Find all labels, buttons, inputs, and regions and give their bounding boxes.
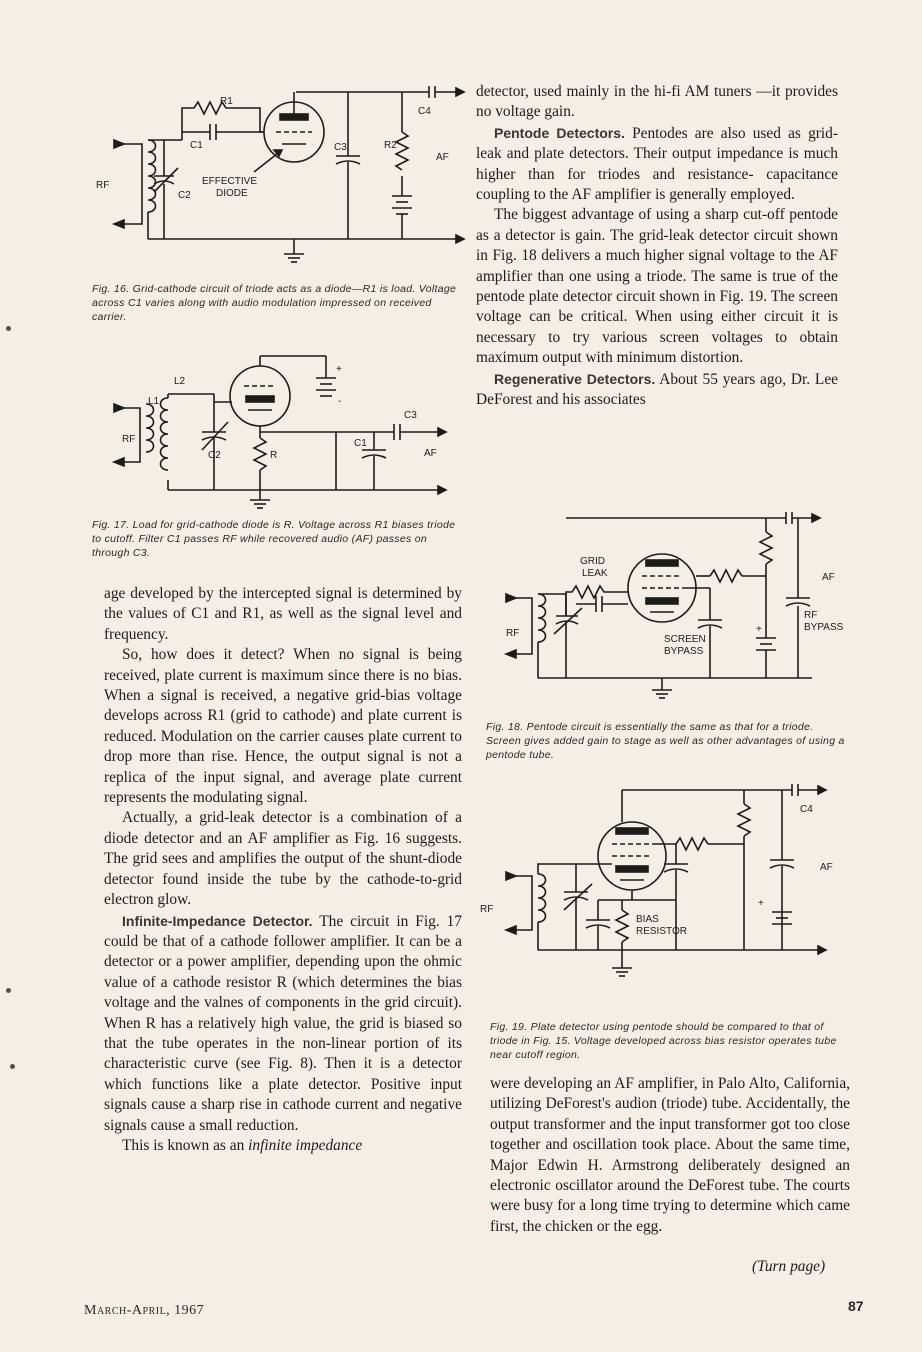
- section-heading: Infinite-Impedance Detector.: [122, 912, 313, 929]
- paragraph: The biggest advantage of using a sharp cut-off pentode as a detector is gain. The grid-leak detector circuit shown in Fig. 18 delivers a much higher signal voltage to the AF amplifier than one using a triode. The same is true of the pentode plate detector circuit shown in Fig. 19. The screen voltage can be critical. When using either circuit it is necessary to try various screen voltages to obtain maximum output with minimum distortion.: [476, 206, 838, 367]
- right-column-text-bottom: [490, 1074, 850, 1237]
- label-r1: R1: [220, 96, 233, 107]
- paragraph: were developing an AF amplifier, in Palo Alto, California, utilizing DeForest's audion (triode) tube. Accidentally, the output transformer and the input transformer got too close together and oscillation took place. About the same time, Major Edwin H. Armstrong deliberately designed an electronic oscillator around the DeForest tube. The courts were busy for a long time trying to determine which came first, the chicken or the egg.: [490, 1075, 850, 1235]
- label-rf-bypass-2: BYPASS: [804, 622, 844, 633]
- label-r2: R2: [384, 140, 397, 151]
- turn-page-note: (Turn page): [752, 1258, 826, 1275]
- margin-mark: [6, 988, 11, 993]
- label-rf: RF: [480, 904, 494, 915]
- section-heading: Pentode Detectors.: [494, 124, 625, 141]
- figure-19-caption: Fig. 19. Plate detector using pentode should be compared to that of triode in Fig. 15. Voltage developed across bias resistor operates tube near cutoff region.: [490, 1021, 837, 1061]
- label-c2: C2: [178, 190, 191, 201]
- paragraph: Pentode Detectors. Pentodes are also used as grid-leak and plate detectors. Their output impedance is much higher than for triodes and resistance- capacitance coupling to the AF amplifier is generally employed.: [476, 124, 838, 204]
- label-af: AF: [424, 448, 437, 459]
- paragraph: detector, used mainly in the hi-fi AM tuners —it provides no voltage gain.: [476, 83, 838, 121]
- paragraph: Actually, a grid-leak detector is a combination of a diode detector and an AF amplifier as Fig. 16 suggests. The grid sees and amplifies the output of the shunt-diode detector found inside the tube by the cathode-to-grid electron glow.: [104, 809, 462, 909]
- label-rf: RF: [96, 180, 110, 191]
- label-c2: C2: [208, 450, 221, 461]
- section-heading: Regenerative Detectors.: [494, 370, 656, 387]
- label-af: AF: [822, 572, 835, 583]
- margin-mark: [10, 1064, 15, 1069]
- label-bias: BIAS: [636, 914, 659, 925]
- label-screen: SCREEN: [664, 634, 706, 645]
- label-grid: GRID: [580, 556, 605, 567]
- label-rf: RF: [122, 434, 136, 445]
- figure-19: [476, 780, 846, 1000]
- label-c1: C1: [190, 140, 203, 151]
- paragraph: This is known as an infinite impedance: [122, 1136, 363, 1154]
- label-l2: L2: [174, 376, 186, 387]
- label-plus: +: [336, 364, 342, 375]
- label-diode: DIODE: [216, 188, 248, 199]
- paragraph: Regenerative Detectors. About 55 years ago, Dr. Lee DeForest and his associates: [476, 370, 838, 409]
- label-c4: C4: [800, 804, 813, 815]
- paragraph: So, how does it detect? When no signal is being received, plate current is maximum since there is no bias. When a signal is received, a negative grid-bias voltage develops across R1 (grid to cathode) and plate current is reduced. Modulation on the carrier causes plate current to drop more than rise. Hence, the output signal is not a replica of the input signal, and average plate current represents the modulating signal.: [104, 646, 462, 807]
- label-plus: +: [758, 898, 764, 909]
- figure-18: [476, 508, 846, 708]
- label-r: R: [270, 450, 278, 461]
- page-number: 87: [848, 1298, 864, 1314]
- label-minus: -: [338, 396, 342, 407]
- paragraph: Infinite-Impedance Detector. The circuit in Fig. 17 could be that of a cathode follower amplifier. It can be a detector or a power amplifier, depending upon the ohmic value of a cathode resistor R (which determines the bias voltage and the valnes of components in the grid circuit). When R has a relatively high value, the grid is biased so that the tube operates in the non-linear portion of its characteristic curve (see Fig. 8). Then it is a detector which functions like a plate detector. Positive input signals cause a sharp rise in cathode current and negative signals cause a small reduction.: [104, 912, 462, 1134]
- label-rf-bypass-1: RF: [804, 610, 818, 621]
- paragraph: age developed by the intercepted signal is determined by the values of C1 and R1, as well as the signal level and frequency.: [104, 585, 462, 643]
- label-l1: L1: [148, 396, 160, 407]
- label-rf: RF: [506, 628, 520, 639]
- label-c4: C4: [418, 106, 431, 117]
- figure-17-caption: Fig. 17. Load for grid-cathode diode is R. Voltage across R1 biases triode to cutoff. Filter C1 passes RF while recovered audio (AF) passes on through C3.: [92, 519, 456, 559]
- label-plus: +: [756, 624, 762, 635]
- label-c3: C3: [404, 410, 417, 421]
- label-leak: LEAK: [582, 568, 608, 579]
- label-c3: C3: [334, 142, 347, 153]
- figure-16-caption: Fig. 16. Grid-cathode circuit of triode acts as a diode—R1 is load. Voltage across C1 varies along with audio modulation impressed on received carrier.: [92, 283, 457, 323]
- label-bypass: BYPASS: [664, 646, 704, 657]
- label-af: AF: [820, 862, 833, 873]
- left-column-text: [104, 584, 462, 1156]
- label-c1: C1: [354, 438, 367, 449]
- right-column-text-top: [476, 82, 838, 411]
- label-resistor: RESISTOR: [636, 926, 687, 937]
- label-af: AF: [436, 152, 449, 163]
- label-effective: EFFECTIVE: [202, 176, 258, 187]
- figure-16: [84, 84, 474, 279]
- figure-17: [84, 350, 474, 510]
- issue-date: March-April, 1967: [84, 1303, 205, 1318]
- figure-18-caption: Fig. 18. Pentode circuit is essentially the same as that for a triode. Screen gives added gain to stage as well as other advantages of using a pentode tube.: [486, 721, 845, 761]
- margin-mark: [6, 326, 11, 331]
